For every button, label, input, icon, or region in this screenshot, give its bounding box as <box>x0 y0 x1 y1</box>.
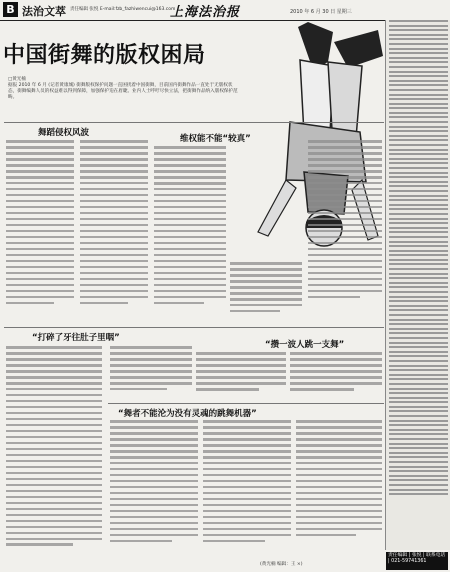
text-column <box>6 346 102 566</box>
subhead-rights: 维权能不能“较真” <box>180 134 251 144</box>
text-column <box>154 146 226 326</box>
page-footer: (黄光楠 编辑：王 ×) <box>260 562 303 567</box>
text-column <box>110 346 192 400</box>
lede-paragraph: 据报 2010 年 6 月 (记者黄康城) 街舞版权保护问题一直困扰着中国街舞，目前国内街舞作品一直处于无版权状态，街舞编舞人员的权益难以得到保障，加强保护迫在眉睫。业内人士呼吁尽快立法，把街舞作品纳入版权保护范畴。 <box>8 83 238 101</box>
masthead: 上海法治报 <box>170 5 241 20</box>
divider-lower <box>108 403 384 404</box>
divider-mid <box>4 327 384 328</box>
headline: 中国街舞的版权困局 <box>3 43 206 68</box>
issue-date: 2010 年 6 月 30 日 星期三 <box>290 9 352 15</box>
text-column <box>203 420 291 560</box>
subhead-gather: “攒一波人跳一支舞” <box>265 340 345 350</box>
page-header <box>0 0 450 21</box>
subhead-swallow: “打碎了牙往肚子里咽” <box>32 333 120 343</box>
text-column <box>290 352 382 400</box>
page-badge: B <box>3 2 18 17</box>
text-column <box>296 420 382 556</box>
divider-top <box>4 122 384 123</box>
text-column <box>308 140 382 325</box>
editor-meta: 责任编辑 张悦 E-mail:fzb_fazhiwencui@163.com <box>70 7 176 12</box>
contact-box: 责任编辑 | 张悦 | 联系电话 | 021-59741361 <box>386 552 448 570</box>
subhead-infringement: 舞蹈侵权风波 <box>38 128 90 138</box>
text-column <box>196 352 286 400</box>
text-column <box>6 140 74 325</box>
text-column <box>230 262 302 324</box>
text-column <box>110 420 198 560</box>
subhead-soul: “舞者不能沦为没有灵魂的跳舞机器” <box>118 409 257 419</box>
section-title: 法治文萃 <box>22 5 66 18</box>
byline: □黄光楠 <box>8 77 26 82</box>
sidebar-column <box>385 20 450 550</box>
text-column <box>80 140 148 325</box>
